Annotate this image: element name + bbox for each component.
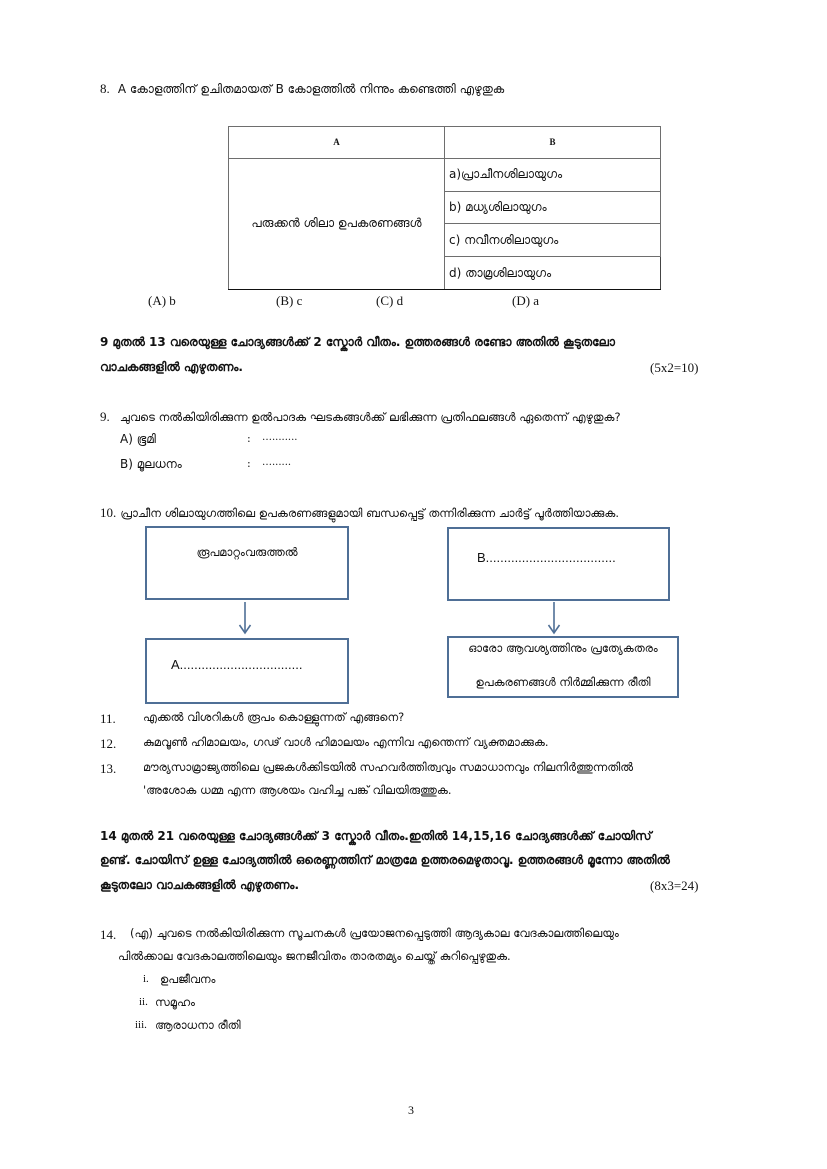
question-13-text: മൗര്യസാമ്രാജ്യത്തിലെ പ്രജകൾക്കിടയിൽ സഹവർത്തിത്വവും സമാധാനവും നിലനിർത്തുന്നതിൽ: [143, 760, 634, 774]
q9-item-label: A) ഭൂമി: [120, 432, 156, 446]
list-item: ആരാധനാ രീതി: [155, 1018, 241, 1032]
column-b-item: b) മധ്യശിലായുഗം: [445, 191, 661, 224]
chart-box-text: രൂപമാറ്റംവരുത്തൽ: [196, 545, 298, 559]
question-9: [100, 409, 621, 426]
question-number: 13.: [100, 761, 117, 776]
question-number: 9.: [100, 409, 110, 424]
section-instruction-line: കൂടുതലോ വാചകങ്ങളിൽ എഴുതണം.: [100, 878, 300, 892]
section-marks: (8x3=24): [650, 878, 699, 893]
question-text: ചുവടെ നൽകിയിരിക്കുന്ന ഉൽപാദക ഘടകങ്ങൾക്ക് ലഭിക്കുന്ന പ്രതിഫലങ്ങൾ ഏതെന്ന് എഴുതുക?: [119, 410, 621, 424]
question-14-text: പിൽക്കാല വേദകാലത്തിലെയും ജനജീവിതം താരതമ്യം ചെയ്ത് കുറിപ്പെഴുതുക.: [118, 949, 511, 963]
column-b-item: c) നവീനശിലായുഗം: [445, 224, 661, 257]
question-14-text: (എ) ചുവടെ നൽകിയിരിക്കുന്ന സൂചനകൾ പ്രയോജനപ്പെടുത്തി ആദ്യകാല വേദകാലത്തിലെയും: [130, 926, 619, 940]
section-instruction-line: 14 മുതൽ 21 വരെയുള്ള ചോദ്യങ്ങൾക്ക് 3 സ്കോർ വീതം.ഇതിൽ 14,15,16 ചോദ്യങ്ങൾക്ക് ചോയിസ്: [100, 829, 652, 843]
question-number: 14.: [100, 927, 117, 942]
chart-answer-blank-a: A..................................: [171, 657, 303, 672]
list-item: സമൂഹം: [155, 995, 195, 1009]
question-13-text: 'അശോക ധമ്മ എന്ന ആശയം വഹിച്ച പങ്ക് വിലയിരുത്തുക.: [143, 783, 452, 797]
column-a-header: A: [229, 127, 445, 159]
answer-option-d: (D) a: [512, 293, 540, 308]
question-10: [100, 505, 619, 522]
match-table: [228, 126, 661, 290]
question-12-text: കുമവൂൺ ഹിമാലയം, ഗഢ് വാൾ ഹിമാലയം എന്നിവ എന്തെന്ന് വ്യക്തമാക്കുക.: [143, 735, 549, 749]
question-number: 11.: [100, 711, 116, 726]
answer-option-b: (B) c: [276, 293, 303, 308]
section-instruction-line: 9 മുതൽ 13 വരെയുള്ള ചോദ്യങ്ങൾക്ക് 2 സ്കോർ വീതം. ഉത്തരങ്ങൾ രണ്ടോ അതിൽ കൂടുതലോ: [100, 335, 615, 349]
q9-item-label: B) മൂലധനം: [120, 457, 182, 471]
chart-box-left-bottom: [145, 638, 349, 704]
q9-item: [120, 457, 182, 473]
list-marker: i.: [143, 973, 149, 985]
list-marker: ii.: [139, 996, 148, 1008]
page-number: 3: [408, 1103, 414, 1117]
section-instruction-line: ഉണ്ട്. ചോയിസ് ഉള്ള ചോദ്യത്തിൽ ഒരെണ്ണത്തിന് മാത്രമേ ഉത്തരമെഴുതാവൂ. ഉത്തരങ്ങൾ മൂന്നോ അതിൽ: [100, 853, 670, 867]
chart-answer-blank-b: B....................................: [477, 550, 616, 565]
q9-item: [120, 432, 156, 448]
q9-item-separator: :: [247, 432, 251, 445]
section-instruction-line: വാചകങ്ങളിൽ എഴുതണം.: [100, 360, 243, 374]
q9-item-separator: :: [247, 457, 251, 470]
question-8: [100, 81, 504, 98]
question-number: 10.: [100, 505, 117, 520]
arrow-down-icon: [238, 601, 252, 635]
column-b-item: d) താമ്രശിലായുഗം: [445, 257, 661, 290]
column-b-item: a)പ്രാചീനശിലായുഗം: [445, 158, 661, 191]
answer-option-a: (A) b: [148, 293, 176, 308]
chart-box-left-top: [145, 526, 349, 600]
column-b-header: B: [445, 127, 661, 159]
question-number: 12.: [100, 736, 117, 751]
column-a-cell: പരുക്കൻ ശിലാ ഉപകരണങ്ങൾ: [229, 158, 445, 289]
arrow-down-icon: [547, 601, 561, 635]
answer-option-c: (C) d: [376, 293, 404, 308]
list-marker: iii.: [135, 1019, 147, 1031]
chart-box-right-top: [447, 527, 670, 601]
list-item: ഉപജീവനം: [160, 972, 216, 986]
question-11-text: എക്കൽ വിശറികൾ രൂപം കൊള്ളുന്നത് എങ്ങനെ?: [143, 710, 405, 724]
question-text: A കോളത്തിന് ഉചിതമായത് B കോളത്തിൽ നിന്നും കണ്ടെത്തി എഴുതുക: [117, 82, 505, 96]
q9-answer-blank: …......: [262, 457, 292, 468]
chart-box-text: ഉപകരണങ്ങൾ നിർമ്മിക്കുന്ന രീതി: [475, 675, 651, 689]
q9-answer-blank: …........: [262, 432, 298, 443]
section-marks: (5x2=10): [650, 360, 699, 375]
question-text: പ്രാചീന ശിലായുഗത്തിലെ ഉപകരണങ്ങളുമായി ബന്ധപ്പെട്ട് തന്നിരിക്കുന്ന ചാർട്ട് പൂർത്തിയാക്കുക.: [120, 506, 620, 520]
question-number: 8.: [100, 81, 110, 96]
chart-box-right-bottom: [447, 636, 679, 698]
chart-box-text: ഓരോ ആവശ്യത്തിനും പ്രത്യേകതരം: [468, 641, 658, 655]
